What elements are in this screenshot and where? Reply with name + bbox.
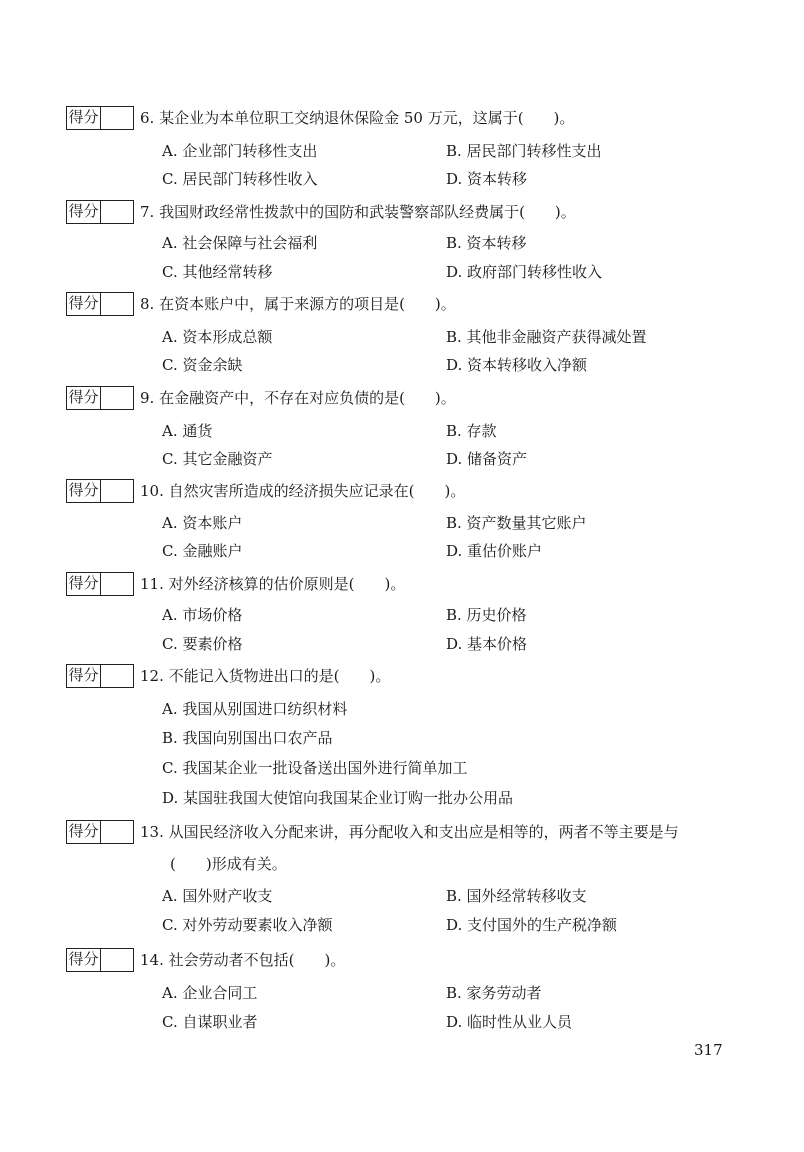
score-blank [101,387,133,409]
score-box [66,948,134,972]
score-blank [101,107,133,129]
option-a: A. 企业部门转移性支出 [162,142,318,160]
option-d: D. 储备资产 [446,450,528,468]
option-d: D. 临时性从业人员 [446,1013,573,1031]
option-a: A. 社会保障与社会福利 [162,234,318,252]
question-stem: 12. 不能记入货物进出口的是( )。 [140,667,391,685]
option-c: C. 自谋职业者 [162,1013,258,1031]
score-box [66,572,134,596]
question-stem: 10. 自然灾害所造成的经济损失应记录在( )。 [140,482,466,500]
option-d: D. 资本转移 [446,170,528,188]
score-label: 得分 [67,665,101,687]
score-box [66,106,134,130]
score-label: 得分 [67,107,101,129]
option-a: A. 通货 [162,422,213,440]
question-stem: 14. 社会劳动者不包括( )。 [140,951,346,969]
score-box [66,386,134,410]
score-label: 得分 [67,949,101,971]
score-box [66,479,134,503]
option-a: A. 企业合同工 [162,984,258,1002]
score-blank [101,665,133,687]
score-label: 得分 [67,480,101,502]
score-blank [101,821,133,843]
option-b: B. 国外经常转移收支 [446,887,587,905]
score-blank [101,293,133,315]
score-label: 得分 [67,821,101,843]
option-c: C. 金融账户 [162,542,243,560]
option-b: B. 我国向别国出口农产品 [162,729,333,747]
score-blank [101,480,133,502]
score-blank [101,949,133,971]
option-b: B. 其他非金融资产获得减处置 [446,328,647,346]
score-label: 得分 [67,387,101,409]
score-box [66,200,134,224]
page-number: 317 [694,1041,723,1059]
option-c: C. 居民部门转移性收入 [162,170,318,188]
question-stem: 6. 某企业为本单位职工交纳退休保险金 50 万元，这属于( )。 [140,109,575,127]
option-b: B. 历史价格 [446,606,527,624]
option-a: A. 国外财产收支 [162,887,273,905]
option-a: A. 资本形成总额 [162,328,273,346]
option-d: D. 某国驻我国大使馆向我国某企业订购一批办公用品 [162,789,514,807]
option-c: C. 其它金融资产 [162,450,273,468]
question-stem-continued: ( )形成有关。 [170,855,287,873]
question-stem: 8. 在资本账户中，属于来源方的项目是( )。 [140,295,456,313]
score-box [66,820,134,844]
option-b: B. 资本转移 [446,234,527,252]
option-b: B. 居民部门转移性支出 [446,142,602,160]
question-stem: 7. 我国财政经常性拨款中的国防和武装警察部队经费属于( )。 [140,203,576,221]
question-stem: 9. 在金融资产中，不存在对应负债的是( )。 [140,389,456,407]
option-c: C. 要素价格 [162,635,243,653]
question-stem: 11. 对外经济核算的估价原则是( )。 [140,575,406,593]
score-box [66,664,134,688]
question-stem: 13. 从国民经济收入分配来讲，再分配收入和支出应是相等的，两者不等主要是与 [140,823,679,841]
option-b: B. 家务劳动者 [446,984,542,1002]
score-label: 得分 [67,573,101,595]
score-blank [101,201,133,223]
score-label: 得分 [67,293,101,315]
option-b: B. 资产数量其它账户 [446,514,587,532]
option-d: D. 资本转移收入净额 [446,356,588,374]
option-c: C. 我国某企业一批设备送出国外进行简单加工 [162,759,468,777]
option-b: B. 存款 [446,422,497,440]
score-box [66,292,134,316]
option-c: C. 资金余缺 [162,356,243,374]
option-d: D. 基本价格 [446,635,528,653]
option-c: C. 其他经常转移 [162,263,273,281]
option-a: A. 我国从别国进口纺织材料 [162,700,348,718]
option-a: A. 资本账户 [162,514,243,532]
score-blank [101,573,133,595]
option-d: D. 支付国外的生产税净额 [446,916,618,934]
option-c: C. 对外劳动要素收入净额 [162,916,333,934]
option-d: D. 政府部门转移性收入 [446,263,603,281]
option-d: D. 重估价账户 [446,542,543,560]
option-a: A. 市场价格 [162,606,243,624]
score-label: 得分 [67,201,101,223]
